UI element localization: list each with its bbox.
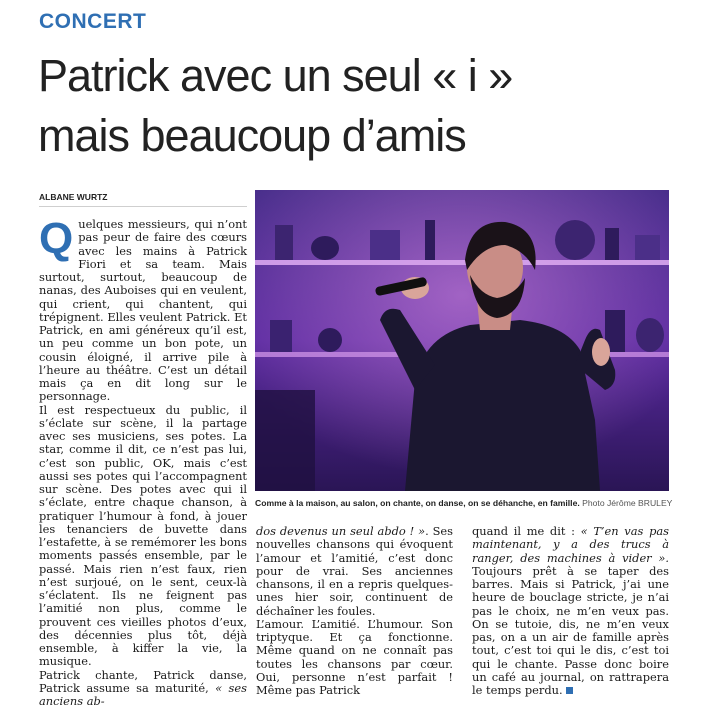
article-paragraph-4-continued: quand il me dit : « T’en vas pas maintenant, y a des trucs à ranger, des machines à vider ». Toujours prêt à se taper des barres. Mais si Patrick, j’ai une heure de bouclage stricte, je n’ai pas le choix, ne m’en veux pas. On se tutoie, dis, ne m’en veux pas, on a un air de famille après tout, c’est toi qui le dis, c’est toi qui le chante. Passe donc boire un café au journal, on rattrapera le temps perdu.	[472, 525, 669, 697]
concert-photo	[255, 190, 669, 491]
article-paragraph-2: Il est respectueux du public, il s’éclate sur scène, il la partage avec ses musiciens, ses potes. La star, comme il dit, ce n’est pas lui, c’est son public, OK, mais c’est aussi ses potes qui l’accompagnent sur scène. Des potes avec qui il s’éclate, entre chaque chanson, à pratiquer l’humour à fond, à jouer les tenanciers de buvette dans l’estafette, à se remémorer les bons moments passés ensemble, par le passé. Mais rien n’est faux, rien n’est surjoué, on le sent, ceux-là s’éclatent. Ils ne feignent pas l’amitié non plus, comme le prouvent ces vieilles photos d’eux, des décennies plus tôt, déjà ensemble, à kiffer la vie, la musique.	[39, 404, 247, 669]
section-rubric: CONCERT	[39, 10, 146, 34]
author-byline: ALBANE WURTZ	[39, 192, 247, 207]
drop-cap: Q	[39, 220, 73, 258]
article-column-1	[39, 218, 247, 708]
quote-abdos: « ses anciens ab-	[39, 681, 247, 708]
quote-abdos-continued: dos devenus un seul abdo ! »	[256, 524, 425, 538]
end-of-article-square	[566, 687, 573, 694]
article-column-2	[256, 525, 453, 697]
article-paragraph-1	[39, 218, 247, 404]
quote-ranger: « T’en vas pas maintenant, y a des trucs à ranger, des machines à vider ».	[472, 524, 669, 565]
article-column-3	[472, 525, 669, 697]
article-paragraph-3	[39, 669, 247, 708]
photo-caption	[255, 498, 675, 508]
paragraph-3-text: Patrick chante, Patrick danse, Patrick assume sa maturité,	[39, 668, 247, 695]
article-headline	[38, 46, 678, 166]
article-paragraph-4: L’amour. L’amitié. L’humour. Son triptyque. Et ça fonctionne. Même quand on ne connaît pas toutes les chansons par cœur. Oui, personne n’est parfait ! Même pas Patrick	[256, 618, 453, 698]
paragraph-4-end: Toujours prêt à se taper des barres. Mais si Patrick, j’ai une heure de bouclage stricte, je n’ai pas le choix, ne m’en veux pas. On se tutoie, dis, ne m’en veux pas, on a un air de famille après tout, c’est toi qui le dis, c’est toi qui le chante. Passe donc boire un café au journal, on rattrapera le temps perdu.	[472, 564, 669, 697]
article-paragraph-3-continued: dos devenus un seul abdo ! ». Ses nouvelles chansons qui évoquent l’amour et l’amitié, c’est donc pour de vrai. Ses anciennes chansons, il en a repris quelques-unes hier soir, continuent de déchaîner les foules.	[256, 525, 453, 618]
headline-line-2: mais beaucoup d’amis	[38, 106, 678, 166]
paragraph-1-text: uelques messieurs, qui n’ont pas peur de faire des cœurs avec les mains à Patrick Fiori et sa team. Mais surtout, surtout, beaucoup de nanas, des Auboises qui en veulent, qui crient, qui chantent, qui trépignent. Elles veulent Patrick. Et Patrick, en ami généreux qu’il est, un peu comme un bon pote, un cousin éloigné, il arrive pile à l’heure au théâtre. C’est un détail mais ça en dit long sur le personnage.	[39, 217, 247, 403]
caption-text: Comme à la maison, au salon, on chante, on danse, on se déhanche, en famille.	[255, 498, 580, 508]
photo-credit: Photo Jérôme BRULEY	[582, 498, 672, 508]
headline-line-1: Patrick avec un seul « i »	[38, 46, 678, 106]
concert-photo-illustration	[255, 190, 669, 491]
